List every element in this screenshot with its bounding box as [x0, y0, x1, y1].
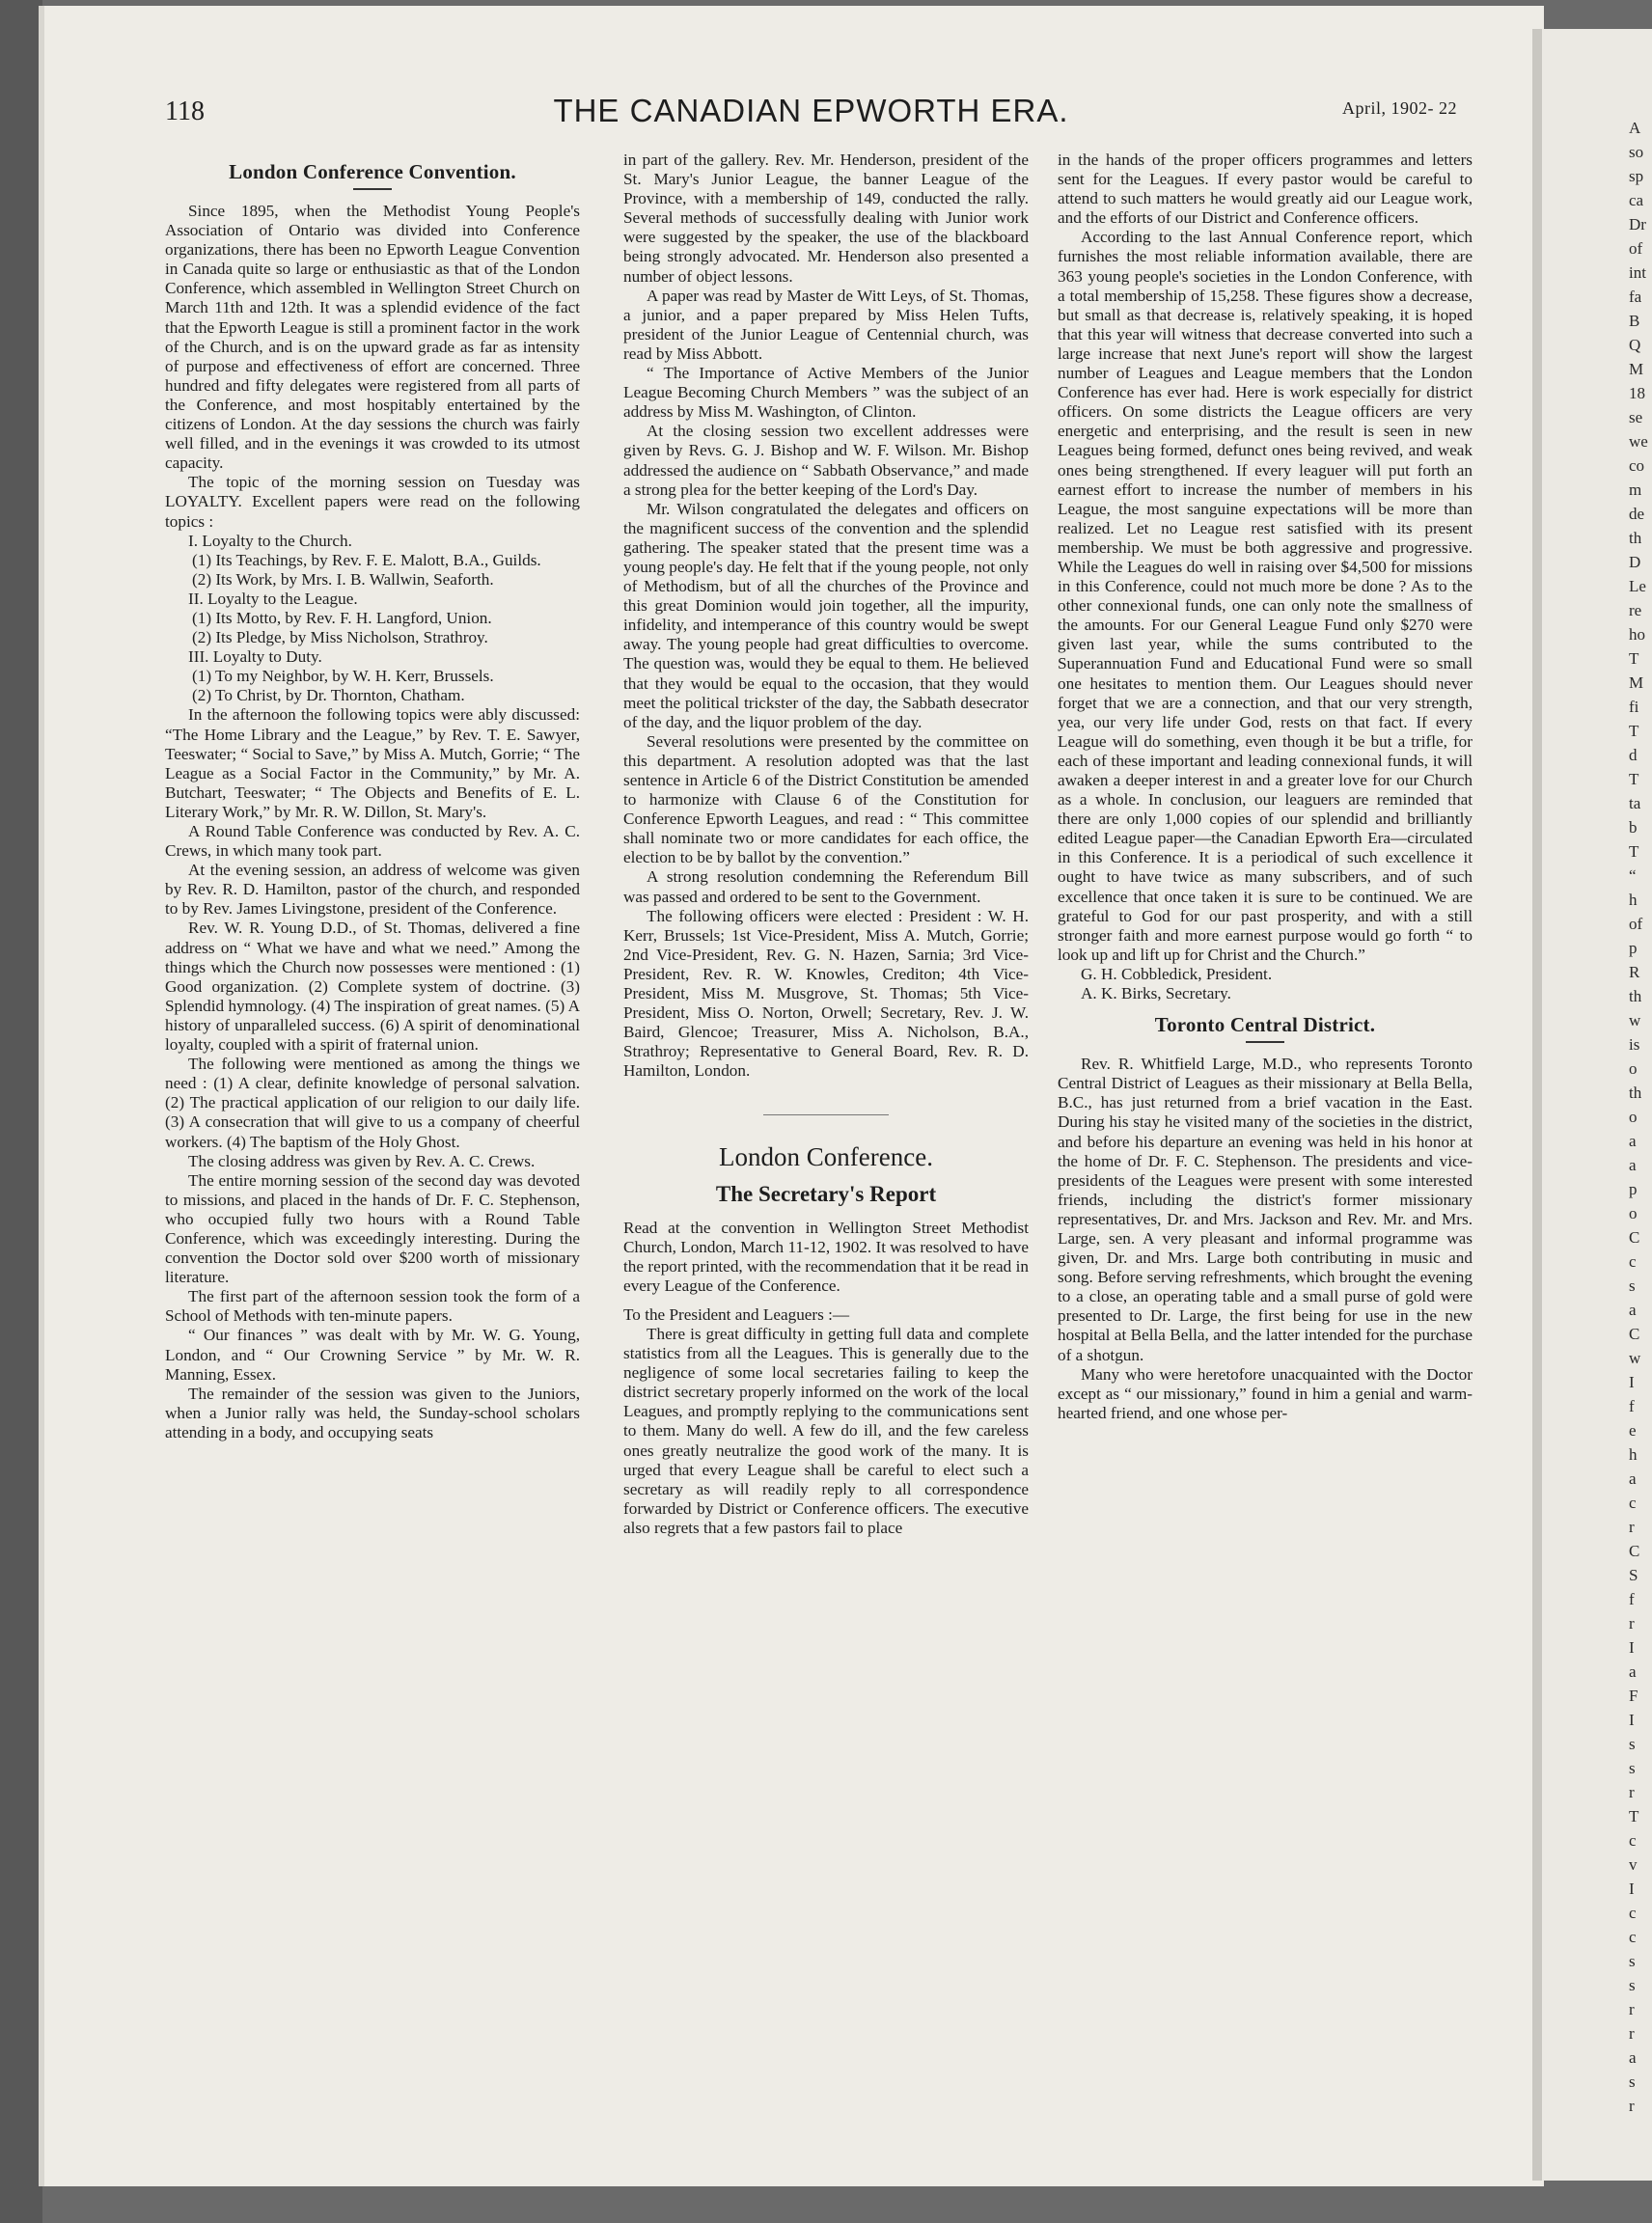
adjacent-page-fragment: T [1629, 770, 1639, 788]
adjacent-page-fragment: f [1629, 1397, 1635, 1415]
adjacent-page-fragment: e [1629, 1421, 1637, 1440]
magazine-page [39, 6, 1544, 2186]
topic-item: (1) Its Teachings, by Rev. F. E. Malott, B.A., Guilds. [192, 550, 541, 569]
section-heading: London Conference. [719, 1141, 933, 1171]
adjacent-page-fragment: C [1629, 1325, 1640, 1343]
adjacent-page-fragment: r [1629, 1518, 1635, 1536]
adjacent-page-fragment: I [1629, 1638, 1635, 1657]
adjacent-page-fragment: r [1629, 1783, 1635, 1801]
adjacent-page-fragment: th [1629, 529, 1642, 547]
adjacent-page-fragment: se [1629, 408, 1643, 426]
adjacent-page-fragment: I [1629, 1711, 1635, 1729]
adjacent-page-fragment: a [1629, 1156, 1637, 1174]
adjacent-page-fragment: co [1629, 456, 1645, 475]
adjacent-page-fragment: h [1629, 891, 1638, 909]
running-head [165, 93, 1457, 131]
adjacent-page-fragment: a [1629, 1662, 1637, 1681]
adjacent-page-fragment: v [1629, 1855, 1638, 1874]
adjacent-page-fragment: M [1629, 673, 1644, 692]
adjacent-page-fragment: w [1629, 1011, 1641, 1029]
paragraph: in the hands of the proper officers programmes and letters sent for the Leagues. If every pastor would be careful to attend to such matters he would greatly aid our League work, and the efforts of our District and Conference officers. [1058, 151, 1473, 228]
paragraph: According to the last Annual Conference report, which furnishes the most reliable information available, there are 363 young people's societies in the London Conference, with a total membership of 15,258. These figures show a decrease, but small as that decrease is, relatively speaking, it is hoped that this year will witness that decrease converted into such a large increase that next June's report will show the largest number of Leagues and League members that the London Conference has ever had. Here is work especially for district officers. On some districts the League officers are very energetic and enterprising, and the result is seen in new Leagues being formed, defunct ones being revived, and weak ones being strengthened. If every leaguer will put forth an earnest effort to increase the number of members in his League, the most sanguine expectations will be more than realized. Let no League rest satisfied with its present membership. We must be both aggressive and progressive. While the Leagues do well in raising over $4,500 for missions in this Conference, could not much more be done ? As to the other connexional funds, one can only note the smallness of the amounts. For our General League Fund only $270 were given last year, while the sums contributed to the Superannuation Fund and Educational Fund were so small one hesitates to mention them. Our Leagues should never forget that we are a connection, and that our very strength, yea, our very life under God, rests on that fact. If every League will do something, even though it be but a trifle, for each of these important and leading connexional funds, it will awaken a deeper interest in and a greater love for our Church as a whole. In conclusion, our leaguers are reminded that there are only 1,000 copies of our splendid and brilliantly edited League paper—the Canadian Epworth Era—circulated in this Conference. It is a periodical of such excellence it ought to have twice as many subscribers, and of such excellence that once taken it is sure to be continued. We are grateful to God for our past prosperity, and with a still stronger faith and more earnest purpose would go forth “ to look up and lift up for Christ and the Church.” [1058, 228, 1473, 964]
paragraph: A strong resolution condemning the Referendum Bill was passed and ordered to be sent to the Government. [623, 867, 1029, 906]
column-3 [1058, 151, 1473, 2167]
adjacent-page-fragment: r [1629, 2024, 1635, 2043]
paragraph: In the afternoon the following topics were ably discussed: “The Home Library and the League,” by Rev. T. E. Sawyer, Teeswater; “ Social to Save,” by Miss A. Mutch, Gorrie; “ The League as a Social Factor in the Community,” by Mr. A. Butchart, Teeswater; “ The Objects and Benefits of E. L. Literary Work,” by Mr. R. W. Dillon, St. Mary's. [165, 705, 580, 821]
adjacent-page-fragment: a [1629, 1469, 1637, 1488]
paragraph: in part of the gallery. Rev. Mr. Henderson, president of the St. Mary's Junior League, the banner League of the Province, with a membership of 149, conducted the rally. Several methods of successfully dealing with Junior work were suggested by the speaker, the use of the blackboard being strongly advocated. Mr. Henderson also presented a number of object lessons. [623, 151, 1029, 286]
adjacent-page-fragment: re [1629, 601, 1642, 619]
adjacent-page-fragment: “ [1629, 866, 1637, 885]
adjacent-page-fragment: S [1629, 1566, 1638, 1584]
paragraph: Since 1895, when the Methodist Young People's Association of Ontario was divided into Conference organizations, there has been no Epworth League Convention in Canada quite so large or enthusiastic as that of the London Conference, which assembled in Wellington Street Church on March 11th and 12th. It was a splendid evidence of the fact that the Epworth League is still a prominent factor in the work of the Church, and is on the upward grade as far as intensity of purpose and effectiveness of effort are concerned. Three hundred and fifty delegates were registered from all parts of the Conference, and most hospitably entertained by the citizens of London. At the day sessions the church was fairly well filled, and in the evenings it was crowded to its utmost capacity. [165, 202, 580, 473]
paragraph: “ Our finances ” was dealt with by Mr. W. G. Young, London, and “ Our Crowning Service ” by Mr. W. R. Manning, Essex. [165, 1326, 580, 1384]
paragraph: Many who were heretofore unacquainted with the Doctor except as “ our missionary,” found in him a genial and warm-hearted friend, and one whose per- [1058, 1364, 1473, 1422]
adjacent-page-fragment: s [1629, 2072, 1636, 2091]
paragraph: The topic of the morning session on Tuesday was LOYALTY. Excellent papers were read on the following topics : [165, 473, 580, 531]
adjacent-page-fragment: is [1629, 1035, 1640, 1054]
topic-item: (2) Its Pledge, by Miss Nicholson, Strathroy. [192, 628, 488, 647]
paragraph: A Round Table Conference was conducted by Rev. A. C. Crews, in which many took part. [165, 822, 580, 861]
paragraph: A paper was read by Master de Witt Leys, of St. Thomas, a junior, and a paper prepared by Miss Helen Tufts, president of the Junior League of Centennial church, was read by Miss Abbott. [623, 286, 1029, 363]
adjacent-page-fragment: o [1629, 1204, 1638, 1222]
adjacent-page-fragment: a [1629, 2048, 1637, 2067]
adjacent-page-fragment: b [1629, 818, 1638, 837]
adjacent-page-fragment: c [1629, 1928, 1637, 1946]
adjacent-page-fragment: fa [1629, 288, 1642, 306]
adjacent-page-fragment: th [1629, 987, 1642, 1005]
adjacent-page-fragment: s [1629, 1759, 1636, 1777]
paragraph: The remainder of the session was given to the Juniors, when a Junior rally was held, the Sunday-school scholars attending in a body, and occupying seats [165, 1384, 580, 1441]
topic-item: (1) Its Motto, by Rev. F. H. Langford, Union. [192, 608, 492, 627]
adjacent-page-fragment: M [1629, 360, 1644, 378]
article-title: London Conference Convention. [229, 160, 516, 183]
adjacent-page-edge [1542, 29, 1652, 2181]
paragraph: The first part of the afternoon session took the form of a School of Methods with ten-minute papers. [165, 1287, 580, 1326]
topic-heading: I. Loyalty to the Church. [188, 531, 352, 550]
paragraph: At the closing session two excellent addresses were given by Revs. G. J. Bishop and W. F. Wilson. Mr. Bishop addressed the audience on “ Sabbath Observance,” and made a strong plea for the better keeping of the Lord's Day. [623, 422, 1029, 499]
adjacent-page-fragment: r [1629, 1614, 1635, 1633]
adjacent-page-fragment: d [1629, 746, 1638, 764]
adjacent-page-fragment: p [1629, 939, 1638, 957]
signature-president: G. H. Cobbledick, President. [1081, 964, 1273, 983]
topic-item: (2) To Christ, by Dr. Thornton, Chatham. [192, 686, 465, 705]
adjacent-page-fragment: o [1629, 1059, 1638, 1078]
adjacent-page-fragment: ca [1629, 191, 1644, 209]
adjacent-page-fragment: de [1629, 505, 1645, 523]
adjacent-page-fragment: r [1629, 2000, 1635, 2018]
paragraph: At the evening session, an address of welcome was given by Rev. R. D. Hamilton, pastor of the church, and responded to by Rev. James Livingstone, president of the Conference. [165, 861, 580, 919]
adjacent-page-fragment: of [1629, 915, 1643, 933]
adjacent-page-fragment: c [1629, 1494, 1637, 1512]
topic-heading: III. Loyalty to Duty. [188, 647, 322, 667]
topic-item: (1) To my Neighbor, by W. H. Kerr, Brussels. [192, 667, 494, 686]
paragraph: Rev. W. R. Young D.D., of St. Thomas, delivered a fine address on “ What we have and what we need.” Among the things which the Church now possesses were mentioned : (1) Good organization. (2) Complete system of doctrine. (3) Splendid hymnology. (4) The inspiration of great names. (5) A history of unparalleled success. (6) A spirit of denominational loyalty, coupled with a spirit of fraternal union. [165, 919, 580, 1055]
adjacent-page-fragment: I [1629, 1880, 1635, 1898]
section-heading: Toronto Central District. [1154, 1013, 1376, 1037]
adjacent-page-fragment: Dr [1629, 215, 1646, 233]
title-rule [1246, 1041, 1284, 1043]
adjacent-page-fragment: s [1629, 1952, 1636, 1970]
adjacent-page-fragment: fi [1629, 698, 1639, 716]
adjacent-page-fragment: ho [1629, 625, 1645, 644]
adjacent-page-fragment: R [1629, 963, 1640, 981]
paragraph: The following were mentioned as among the things we need : (1) A clear, definite knowledge of personal salvation. (2) The practical application of our religion to our daily life. (3) A consecration that will give to us a company of cheerful workers. (4) The baptism of the Holy Ghost. [165, 1055, 580, 1151]
paragraph: There is great difficulty in getting full data and complete statistics from all the Leagues. This is generally due to the negligence of some local secretaries failing to keep the district secretary properly informed on the work of the local Leagues, and promptly replying to the communications sent to them. Many do well. A few do ill, and the few careless ones greatly neutralize the good work of the many. It is urged that every League shall be careful to elect such a secretary as will readily reply to all correspondence forwarded by District or Conference officers. The executive also regrets that a few pastors fail to place [623, 1324, 1029, 1537]
adjacent-page-fragment: F [1629, 1687, 1638, 1705]
spacer [623, 1296, 1029, 1305]
adjacent-page-fragment: Q [1629, 336, 1641, 354]
adjacent-page-fragment: s [1629, 1276, 1636, 1295]
paragraph: Mr. Wilson congratulated the delegates and officers on the magnificent success of the convention and the splendid gathering. The speaker stated that the present time was a young people's day. He felt that if the young people, not only of Methodism, but of all the churches of the Province and this great Dominion would join together, all the impurity, infidelity, and intemperance of this country would be swept away. The young people had great difficulties to overcome. The question was, would they be equal to them. He believed that they would be equal to the occasion, that they would meet the political trickster of the day, the Sabbath desecrator of the day, and the liquor problem of the day. [623, 499, 1029, 731]
adjacent-page-fragment: p [1629, 1180, 1638, 1198]
adjacent-page-fragment: we [1629, 432, 1648, 451]
signature-secretary: A. K. Birks, Secretary. [1081, 984, 1231, 1003]
paragraph: The following officers were elected : President : W. H. Kerr, Brussels; 1st Vice-President, Miss A. Mutch, Gorrie; 2nd Vice-President, Rev. G. N. Hazen, Sarnia; 3rd Vice-President, Rev. R. W. Knowles, Crediton; 4th Vice-President, Miss M. Musgrove, St. Thomas; 5th Vice-President, Miss O. Norton, Orwell; Secretary, Rev. J. W. Baird, Glencoe; Treasurer, Miss A. Nicholson, B.A., Strathroy; Representative to General Board, Rev. R. D. Hamilton, London. [623, 906, 1029, 1081]
paragraph: The closing address was given by Rev. A. C. Crews. [188, 1151, 536, 1170]
adjacent-page-fragment: so [1629, 143, 1644, 161]
adjacent-page-fragment: Le [1629, 577, 1646, 595]
adjacent-page-fragment: th [1629, 1084, 1642, 1102]
adjacent-page-fragment: c [1629, 1831, 1637, 1850]
paragraph: Rev. R. Whitfield Large, M.D., who represents Toronto Central District of Leagues as their missionary at Bella Bella, B.C., has just returned from a brief vacation in the East. During his stay he visited many of the societies in the district, and before his departure an evening was held in his honor at the home of Dr. F. C. Stephenson. The presidents and vice-presidents of the Leagues were present with some interested friends, including the district's former missionary representatives, Dr. and Mrs. Jackson and Rev. Mr. and Mrs. Large, sen. A very pleasant and informal programme was given, Dr. and Mrs. Large both contributing in music and song. Before serving refreshments, which brought the evening to a close, an operating table and a small purse of gold were presented to Dr. Large, the first being for use in the new hospital at Bella Bella, and the latter intended for the purchase of a shotgun. [1058, 1055, 1473, 1364]
adjacent-page-fragment: ta [1629, 794, 1641, 812]
page-number: 118 [165, 96, 205, 126]
adjacent-page-fragment: m [1629, 480, 1642, 499]
adjacent-page-fragment: A [1629, 119, 1641, 137]
adjacent-page-fragment: int [1629, 263, 1646, 282]
topic-item: (2) Its Work, by Mrs. I. B. Wallwin, Seaforth. [192, 569, 494, 589]
adjacent-page-fragment: h [1629, 1445, 1638, 1464]
adjacent-page-fragment: c [1629, 1252, 1637, 1271]
adjacent-page-fragment: a [1629, 1132, 1637, 1150]
adjacent-page-fragment: sp [1629, 167, 1644, 185]
adjacent-page-fragment: B [1629, 312, 1640, 330]
adjacent-page-fragment: r [1629, 2097, 1635, 2115]
salutation: To the President and Leaguers :— [623, 1304, 850, 1324]
adjacent-page-fragment: 18 [1629, 384, 1645, 402]
topic-heading: II. Loyalty to the League. [188, 589, 358, 608]
adjacent-page-fragment: a [1629, 1301, 1637, 1319]
adjacent-page-fragment: f [1629, 1590, 1635, 1608]
adjacent-page-fragment: w [1629, 1349, 1641, 1367]
adjacent-page-fragment: I [1629, 1373, 1635, 1391]
adjacent-page-fragment: C [1629, 1228, 1640, 1247]
scan-edge [0, 0, 42, 2223]
adjacent-page-fragment: T [1629, 842, 1639, 861]
paragraph: Several resolutions were presented by the committee on this department. A resolution adopted was that the last sentence in Article 6 of the District Constitution be amended to harmonize with Clause 6 of the Constitution for Conference Epworth Leagues, and read : “ This committee shall nominate two or more candidates for each office, the election to be by ballot by the convention.” [623, 731, 1029, 867]
paragraph: “ The Importance of Active Members of the Junior League Becoming Church Members ” was the subject of an address by Miss M. Washington, of Clinton. [623, 364, 1029, 422]
adjacent-page-fragment: of [1629, 239, 1643, 258]
column-2 [623, 151, 1029, 2167]
column-1 [165, 151, 580, 2167]
adjacent-page-fragment: o [1629, 1108, 1638, 1126]
adjacent-page-fragment: T [1629, 649, 1639, 668]
journal-title: THE CANADIAN EPWORTH ERA. [553, 93, 1069, 128]
adjacent-page-fragment: D [1629, 553, 1641, 571]
section-divider [763, 1114, 889, 1115]
adjacent-page-fragment: c [1629, 1904, 1637, 1922]
adjacent-page-fragment: s [1629, 1735, 1636, 1753]
paragraph: The entire morning session of the second day was devoted to missions, and placed in the hands of Dr. F. C. Stephenson, who occupied fully two hours with a Round Table Conference, which was exceedingly interesting. During the convention the Doctor sold over $200 worth of missionary literature. [165, 1170, 580, 1287]
adjacent-page-fragment: s [1629, 1976, 1636, 1994]
section-subheading: The Secretary's Report [715, 1181, 937, 1206]
title-rule [353, 188, 392, 190]
issue-date: April, 1902- 22 [1342, 98, 1457, 118]
adjacent-page-fragment: T [1629, 1807, 1639, 1825]
paragraph: Read at the convention in Wellington Street Methodist Church, London, March 11-12, 1902. It was resolved to have the report printed, with the recommendation that it be read in every League of the Conference. [623, 1218, 1029, 1295]
adjacent-page-fragment: T [1629, 722, 1639, 740]
adjacent-page-fragment: C [1629, 1542, 1640, 1560]
